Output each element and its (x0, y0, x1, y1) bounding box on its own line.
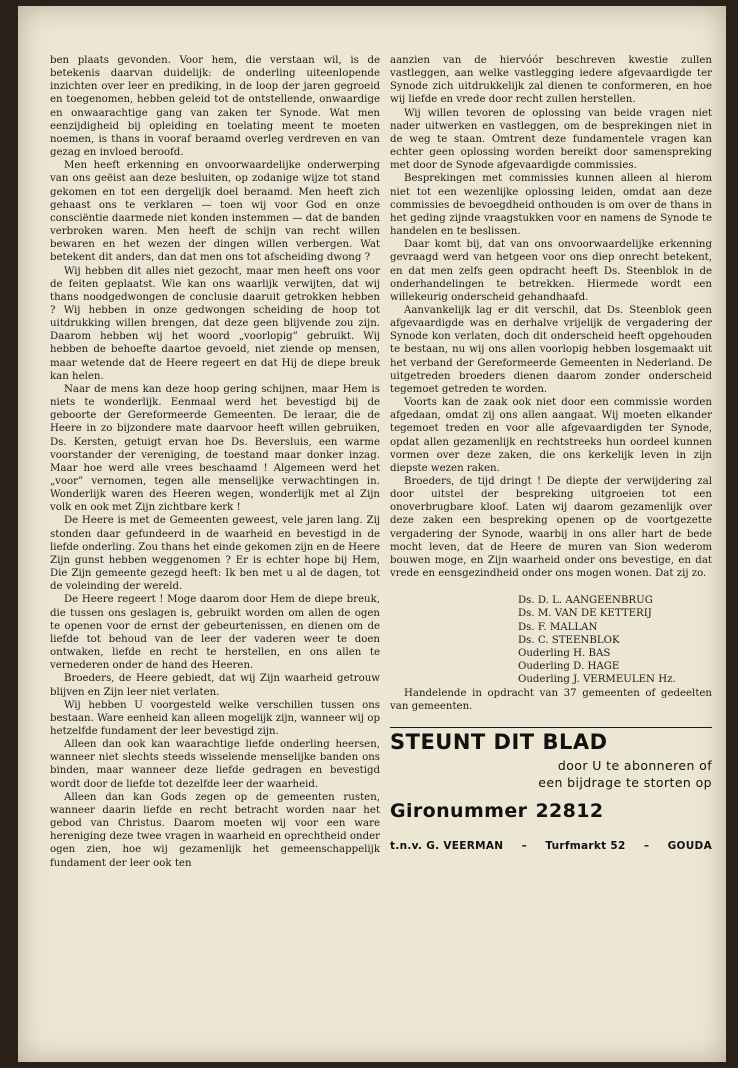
closing-note: Handelende in opdracht van 37 gemeenten of gedeelten van gemeenten. (390, 687, 712, 712)
paragraph: Wij hebben U voorgesteld welke verschillen tussen ons bestaan. Ware eenheid kan alleen mogelijk zijn, wanneer wij op hetzelfde fundament der leer bevestigd zijn. (50, 699, 380, 737)
right-column (390, 54, 712, 853)
giro-line (390, 800, 712, 823)
paragraph: Broeders, de Heere gebiedt, dat wij Zijn waarheid getrouw blijven en Zijn leer niet verlaten. (50, 673, 380, 698)
paragraph: De Heere regeert ! Moge daarom door Hem de diepe breuk, die tussen ons geslagen is, gebruikt worden om allen de ogen te openen voor de ernst der gebeurtenissen, en dienen om de liefde tot behoud van de leer der vaderen weer te doen ontwaken, liefde en recht te herstellen, en ons allen te vernederen onder de hand des Heeren. (50, 594, 380, 672)
paragraph: Wij willen tevoren de oplossing van beide vragen niet nader uitwerken en vastleggen, om de besprekingen niet in de weg te staan. Omtrent deze fundamentele vragen kan echter geen oplossing worden bereikt door samenspreking met door de Synode afgevaardigde commissies. (390, 107, 712, 172)
footer-address: Turfmarkt 52 (545, 840, 626, 853)
signatory: Ds. M. VAN DE KETTERIJ (518, 608, 652, 620)
footer-city: GOUDA (667, 840, 712, 853)
signatory: Ds. D. L. AANGEENBRUG (518, 595, 653, 607)
paragraph: Naar de mens kan deze hoop gering schijnen, maar Hem is niets te wonderlijk. Eenmaal werd het bevestigd bij de geboorte der Gereformeerde Gemeenten. De leraar, die de Heere in zo bijzondere mate daarvoor heeft willen gebruiken, Ds. Kersten, getuigt ervan hoe Ds. Beversluis, een warme voorstander der vereniging, de toestand maar donker inzag. Maar hoe werd alle vrees beschaamd ! Algemeen werd het „voor” vernomen, tegen alle menselijke verwachtingen in. Wonderlijk waren des Heeren wegen, wonderlijk met al Zijn volk en ook met Zijn zichtbare kerk ! (50, 383, 380, 514)
signatory-list (518, 594, 712, 686)
signatory: Ds. C. STEENBLOK (518, 634, 620, 646)
paragraph: Alleen dan ook kan waarachtige liefde onderling heersen, wanneer niet slechts steeds wisselende menselijke banden ons binden, maar wanneer deze liefde gedragen en bevestigd wordt door de liefde tot dezelfde leer der waarheid. (50, 739, 380, 790)
paragraph: Men heeft erkenning en onvoorwaardelijke onderwerping van ons geëist aan deze besluiten, op zodanige wijze tot stand gekomen en tot een dergelijk doel beraamd. Men heeft zich gehaast ons te verklaren — toen wij voor God en onze consciëntie daarmede niet konden instemmen — dat de banden verbroken waren. Men heeft de schijn van recht willen bewaren en het wezen der dingen willen verbergen. Wat betekent dit anders, dan dat men ons tot afscheiding dwong ? (50, 160, 380, 264)
right-column-paragraphs (390, 54, 712, 580)
footer-name: t.n.v. G. VEERMAN (390, 840, 504, 853)
paragraph: ben plaats gevonden. Voor hem, die verstaan wil, is de betekenis daarvan duidelijk: de onderling uiteenlopende inzichten over leer en prediking, in de loop der jaren gegroeid en toegenomen, hebben geleid tot de ontstellende, onwaardige en onwaarachtige gang van zaken ter Synode. Wat men eenzijdigheid bij opleiding en toelating meent te moeten noemen, is thans in vooraf beraamd overleg verdreven en van gezag en invloed beroofd. (50, 55, 380, 159)
footer-separator: – (643, 840, 650, 853)
signatory: Ouderling D. HAGE (518, 661, 620, 673)
paragraph: aanzien van de hiervóór beschreven kwestie zullen vastleggen, aan welke vastlegging iedere afgevaardigde ter Synode zich uitdrukkelijk zal dienen te conformeren, en hoe wij liefde en vrede door recht zullen herstellen. (390, 55, 712, 106)
advert-title: STEUNT DIT BLAD (390, 729, 608, 754)
advert-line-1: door U te abonneren of (557, 758, 712, 774)
paragraph: Voorts kan de zaak ook niet door een commissie worden afgedaan, omdat zij ons allen aangaat. Wij moeten elkander tegemoet treden en voor alle afgevaardigden ter Synode, opdat allen gezamenlijk en rechtstreeks hun oordeel kunnen vormen over deze zaken, die ons kerkelijk leven in zijn diepste wezen raken. (390, 397, 712, 474)
signatory: Ouderling J. VERMEULEN Hz. (518, 674, 676, 686)
advert-text (390, 757, 712, 791)
left-column (50, 54, 380, 870)
giro-label: Gironummer (390, 800, 528, 823)
advert-line-2: een bijdrage te storten op (538, 775, 712, 791)
advert-footer (390, 840, 712, 853)
paragraph: Daar komt bij, dat van ons onvoorwaardelijke erkenning gevraagd werd van hetgeen voor ons diep onrecht betekent, en dat men zelfs geen opdracht heeft Ds. Steenblok in de onderhandelingen te betrekken. Hiermede wordt een willekeurig onderscheid gehandhaafd. (390, 239, 712, 303)
paragraph: De Heere is met de Gemeenten geweest, vele jaren lang. Zij stonden daar gefundeerd in de waarheid en bevestigd in de liefde onderling. Zou thans het einde gekomen zijn en de Heere Zijn gunst hebben weggenomen ? Er is echter hope bij Hem, Die Zijn gemeente gezegd heeft: Ik ben met u al de dagen, tot de voleinding der wereld. (50, 515, 381, 593)
signatory: Ds. F. MALLAN (518, 621, 598, 633)
newspaper-page (18, 6, 726, 1062)
giro-number: 22812 (535, 800, 604, 823)
paragraph: Aanvankelijk lag er dit verschil, dat Ds. Steenblok geen afgevaardigde was en derhalve vrijelijk de vergadering der Synode kon verlaten, doch dit onderscheid heeft opgehouden te bestaan, nu wij ons allen voorlopig hebben losgemaakt uit het verband der Gereformeerde Gemeenten in Nederland. De uitgetreden broeders dienen daarom zonder onderscheid tegemoet getreden te worden. (390, 304, 712, 395)
paragraph: Besprekingen met commissies kunnen alleen al hierom niet tot een wezenlijke oplossing leiden, omdat aan deze commissies de bevoegdheid onthouden is om over de thans in het geding zijnde vraagstukken voor en namens de Synode te handelen en te beslissen. (390, 173, 712, 238)
subscription-advert (390, 729, 712, 853)
divider (390, 727, 712, 728)
paragraph: Alleen dan kan Gods zegen op de gemeenten rusten, wanneer daarin liefde en recht betracht worden naar het gebod van Christus. Daarom moeten wij voor een ware hereniging deze twee vragen in waarheid en oprechtheid onder ogen zien, hoe wij gezamenlijk het gemeenschappelijk fundament der leer ook ten (50, 791, 380, 869)
paragraph: Wij hebben dit alles niet gezocht, maar men heeft ons voor de feiten geplaatst. Wie kan ons waarlijk verwijten, dat wij thans noodgedwongen de conclusie daaruit getrokken hebben ? Wij hebben in onze gedwongen scheiding de hoop tot uitdrukking willen brengen, dat deze geen blijvende zou zijn. Daarom hebben wij het woord „voorlopig” gebruikt. Wij hebben de behoefte daartoe gevoeld, niet ziende op mensen, maar wetende dat de Heere regeert en dat Hij de diepe breuk kan helen. (50, 265, 380, 382)
signatory: Ouderling H. BAS (518, 648, 611, 660)
footer-separator: – (521, 840, 528, 853)
paragraph: Broeders, de tijd dringt ! De diepte der verwijdering zal door uitstel der bespreking uitgroeien tot een onoverbrugbare kloof. Laten wij daarom gezamenlijk over deze zaken een bespreking openen op de voortgezette vergadering der Synode, waarbij in ons aller hart de bede mocht leven, dat de Heere de muren van Sion wederom bouwen moge, en Zijn waarheid onder ons bevestige, en dat vrede en eensgezindheid onder ons mogen wonen. Dat zij zo. (390, 476, 712, 580)
